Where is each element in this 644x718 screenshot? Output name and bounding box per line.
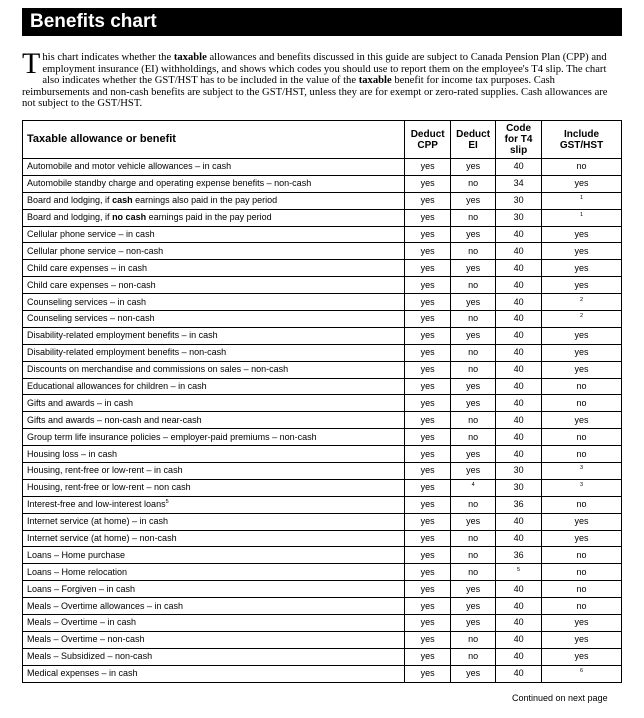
cell-gst [542, 665, 622, 682]
table-row [23, 496, 622, 513]
intro-text-2: allowances and benefits discussed in this guide are subject to Canada Pension Plan (CPP) and employment insurance (EI) withholdings, and shows which codes you should use to report them on the employee's T4 slip. The chart also indicates whether the GST/HST has to be included in the value of the [42, 52, 607, 87]
row-allowance-name [23, 648, 405, 665]
table-row [23, 513, 622, 530]
table-row [23, 361, 622, 378]
cell-gst: no [542, 581, 622, 598]
cell-cpp: yes [405, 277, 451, 294]
row-allowance-name [23, 513, 405, 530]
cell-cpp: yes [405, 192, 451, 209]
cell-code: 40 [496, 648, 542, 665]
table-row [23, 192, 622, 209]
table-row [23, 446, 622, 463]
name-text: Cellular phone service – in cash [27, 229, 155, 239]
cell-gst [542, 192, 622, 209]
table-row [23, 209, 622, 226]
cell-cpp: yes [405, 361, 451, 378]
name-text: Disability-related employment benefits – non-cash [27, 347, 227, 358]
table-row [23, 665, 622, 682]
cell-code: 40 [496, 260, 542, 277]
name-text: Gifts and awards – non-cash and near-cash [27, 414, 202, 425]
name-text: Counseling services – in cash [27, 296, 147, 307]
cell-gst: yes [542, 513, 622, 530]
table-row [23, 547, 622, 564]
row-allowance-name [23, 361, 405, 378]
cell-gst [542, 209, 622, 226]
cell-cpp: yes [405, 615, 451, 632]
cell-ei: yes [451, 327, 496, 344]
footnote-ref: 1 [579, 195, 584, 202]
cell-gst: yes [542, 361, 622, 378]
cell-cpp: yes [405, 463, 451, 480]
name-bold: no cash [112, 212, 147, 223]
row-allowance-name [23, 547, 405, 564]
name-text: Housing loss – in cash [27, 448, 118, 459]
name-text: Loans – Home purchase [27, 549, 126, 560]
cell-code: 30 [496, 479, 542, 496]
cell-cpp: yes [405, 665, 451, 682]
name-text: Internet service (at home) – non-cash [27, 533, 177, 544]
cell-code: 40 [496, 581, 542, 598]
cell-ei: no [451, 243, 496, 260]
cell-gst [542, 294, 622, 311]
name-text: Gifts and awards – in cash [27, 397, 134, 408]
name-text: Medical expenses – in cash [27, 668, 138, 679]
intro-bold-taxable-1: taxable [173, 52, 207, 63]
name-text: Internet service (at home) – in cash [27, 516, 169, 527]
cell-ei: yes [451, 226, 496, 243]
row-allowance-name [23, 260, 405, 277]
row-allowance-name [23, 631, 405, 648]
row-allowance-name [23, 277, 405, 294]
name-text: Child care expenses – in cash [27, 262, 148, 273]
table-row [23, 581, 622, 598]
table-row [23, 463, 622, 480]
name-text: Loans – Home relocation [27, 566, 128, 577]
row-allowance-name [23, 446, 405, 463]
cell-cpp: yes [405, 479, 451, 496]
footnote-ref: 2 [579, 313, 584, 320]
cell-gst: yes [542, 412, 622, 429]
cell-ei: no [451, 648, 496, 665]
name-text: Interest-free and low-interest loans [27, 499, 166, 510]
cell-gst [542, 311, 622, 328]
name-text: Meals – Subsidized – non-cash [27, 651, 153, 662]
cell-ei: yes [451, 395, 496, 412]
cell-code: 40 [496, 378, 542, 395]
cell-gst: no [542, 159, 622, 176]
table-row [23, 479, 622, 496]
cell-code: 40 [496, 243, 542, 260]
table-row [23, 615, 622, 632]
cell-gst: no [542, 446, 622, 463]
cell-code: 40 [496, 327, 542, 344]
cell-gst: no [542, 564, 622, 581]
table-row [23, 530, 622, 547]
table-row [23, 412, 622, 429]
cell-code: 40 [496, 294, 542, 311]
row-allowance-name [23, 192, 405, 209]
row-allowance-name [23, 327, 405, 344]
cell-cpp: yes [405, 209, 451, 226]
row-allowance-name [23, 429, 405, 446]
footnote-ref: 1 [579, 212, 584, 219]
header-include-gst: Include GST/HST [542, 121, 622, 159]
row-allowance-name [23, 615, 405, 632]
cell-cpp: yes [405, 260, 451, 277]
cell-gst: yes [542, 631, 622, 648]
cell-code: 30 [496, 192, 542, 209]
table-row [23, 648, 622, 665]
footnote-ref: 5 [165, 499, 169, 506]
name-text: earnings also paid in the pay period [132, 195, 278, 206]
cell-code: 40 [496, 615, 542, 632]
cell-code: 30 [496, 463, 542, 480]
row-allowance-name [23, 496, 405, 513]
name-text: earnings paid in the pay period [146, 212, 272, 223]
cell-cpp: yes [405, 598, 451, 615]
row-allowance-name [23, 209, 405, 226]
cell-cpp: yes [405, 530, 451, 547]
cell-code [496, 564, 542, 581]
cell-code: 40 [496, 412, 542, 429]
row-allowance-name [23, 294, 405, 311]
cell-ei: yes [451, 513, 496, 530]
cell-gst: yes [542, 344, 622, 361]
cell-cpp: yes [405, 496, 451, 513]
cell-code: 40 [496, 598, 542, 615]
table-row [23, 311, 622, 328]
name-text: Discounts on merchandise and commissions on sales – non-cash [27, 364, 289, 375]
table-row [23, 631, 622, 648]
row-allowance-name [23, 479, 405, 496]
intro-bold-taxable-2: taxable [358, 75, 392, 87]
name-text: Meals – Overtime – in cash [27, 617, 137, 628]
name-text: Loans – Forgiven – in cash [27, 583, 136, 594]
cell-cpp: yes [405, 648, 451, 665]
cell-gst: yes [542, 277, 622, 294]
name-text: Educational allowances for children – in cash [27, 381, 207, 392]
cell-gst: no [542, 547, 622, 564]
cell-ei: yes [451, 463, 496, 480]
name-text: Disability-related employment benefits – in cash [27, 330, 218, 341]
cell-gst: yes [542, 327, 622, 344]
cell-gst: yes [542, 226, 622, 243]
table-row [23, 260, 622, 277]
name-text: Housing, rent-free or low-rent – non cash [27, 482, 191, 493]
name-text: Housing, rent-free or low-rent – in cash [27, 465, 183, 476]
cell-gst: no [542, 429, 622, 446]
header-deduct-ei: Deduct EI [451, 121, 496, 159]
row-allowance-name [23, 581, 405, 598]
cell-cpp: yes [405, 581, 451, 598]
table-row [23, 294, 622, 311]
table-row [23, 277, 622, 294]
cell-cpp: yes [405, 311, 451, 328]
table-row [23, 598, 622, 615]
cell-ei: yes [451, 192, 496, 209]
cell-cpp: yes [405, 344, 451, 361]
cell-cpp: yes [405, 175, 451, 192]
cell-code: 40 [496, 446, 542, 463]
cell-ei: no [451, 277, 496, 294]
cell-cpp: yes [405, 547, 451, 564]
intro-text-1: his chart indicates whether the [42, 52, 174, 63]
cell-ei: no [451, 311, 496, 328]
cell-code: 40 [496, 395, 542, 412]
cell-gst: yes [542, 615, 622, 632]
cell-gst: no [542, 378, 622, 395]
cell-cpp: yes [405, 429, 451, 446]
title-bar [22, 8, 622, 36]
footnote-ref: 6 [579, 668, 584, 675]
row-allowance-name [23, 564, 405, 581]
cell-cpp: yes [405, 159, 451, 176]
row-allowance-name [23, 395, 405, 412]
row-allowance-name [23, 175, 405, 192]
cell-cpp: yes [405, 327, 451, 344]
cell-code: 40 [496, 344, 542, 361]
cell-cpp: yes [405, 564, 451, 581]
name-text: Cellular phone service – non-cash [27, 245, 164, 256]
cell-cpp: yes [405, 412, 451, 429]
header-code-t4: Code for T4 slip [496, 121, 542, 159]
name-text: Automobile and motor vehicle allowances – in cash [27, 161, 232, 172]
cell-gst: yes [542, 530, 622, 547]
cell-gst [542, 463, 622, 480]
intro-paragraph [22, 47, 622, 110]
row-allowance-name [23, 311, 405, 328]
row-allowance-name [23, 226, 405, 243]
table-row [23, 564, 622, 581]
name-text: Counseling services – non-cash [27, 313, 155, 324]
continued-note: Continued on next page [512, 693, 608, 703]
table-row [23, 429, 622, 446]
cell-ei: yes [451, 598, 496, 615]
table-row [23, 226, 622, 243]
cell-ei: no [451, 547, 496, 564]
intro-text-3: benefit for income tax purposes. Cash reimbursements and non-cash benefits are subject to the GST/HST, unless they are for exempt or zero-rated supplies. Cash allowances are not subject to the GST/HST. [22, 75, 608, 110]
name-text: Board and lodging, if [27, 212, 113, 223]
table-row [23, 395, 622, 412]
footnote-ref: 3 [579, 465, 584, 472]
footnote-ref: 5 [517, 566, 521, 573]
cell-gst: yes [542, 243, 622, 260]
row-allowance-name [23, 530, 405, 547]
table-row [23, 327, 622, 344]
cell-code: 40 [496, 226, 542, 243]
row-allowance-name [23, 665, 405, 682]
cell-ei: no [451, 429, 496, 446]
row-allowance-name [23, 243, 405, 260]
cell-cpp: yes [405, 513, 451, 530]
cell-code: 40 [496, 159, 542, 176]
cell-ei: no [451, 361, 496, 378]
table-row [23, 378, 622, 395]
cell-gst: no [542, 395, 622, 412]
table-row [23, 159, 622, 176]
cell-ei: yes [451, 378, 496, 395]
cell-ei: no [451, 209, 496, 226]
cell-ei: no [451, 344, 496, 361]
cell-ei: yes [451, 446, 496, 463]
table-row [23, 243, 622, 260]
cell-ei [451, 479, 496, 496]
cell-cpp: yes [405, 446, 451, 463]
cell-ei: yes [451, 581, 496, 598]
header-deduct-cpp: Deduct CPP [405, 121, 451, 159]
cell-code: 40 [496, 513, 542, 530]
name-text: Group term life insurance policies – employer-paid premiums – non-cash [27, 431, 317, 442]
cell-cpp: yes [405, 226, 451, 243]
cell-ei: no [451, 530, 496, 547]
footnote-ref: 2 [579, 296, 584, 303]
cell-ei: yes [451, 260, 496, 277]
cell-ei: no [451, 412, 496, 429]
cell-code: 40 [496, 277, 542, 294]
cell-gst: no [542, 496, 622, 513]
row-allowance-name [23, 598, 405, 615]
cell-gst: yes [542, 260, 622, 277]
footnote-ref: 4 [471, 482, 475, 489]
name-text: Child care expenses – non-cash [27, 279, 156, 290]
row-allowance-name [23, 378, 405, 395]
cell-code: 30 [496, 209, 542, 226]
cell-cpp: yes [405, 243, 451, 260]
name-text: Meals – Overtime – non-cash [27, 634, 145, 645]
cell-cpp: yes [405, 294, 451, 311]
cell-code: 40 [496, 530, 542, 547]
page-title: Benefits chart [30, 11, 157, 32]
row-allowance-name [23, 412, 405, 429]
table-body [23, 159, 622, 683]
table-header-row [23, 121, 622, 159]
table-row [23, 175, 622, 192]
cell-code: 40 [496, 429, 542, 446]
cell-gst: yes [542, 175, 622, 192]
cell-code: 36 [496, 496, 542, 513]
row-allowance-name [23, 463, 405, 480]
name-bold: cash [112, 195, 133, 206]
cell-code: 40 [496, 311, 542, 328]
name-text: Automobile standby charge and operating expense benefits – non-cash [27, 178, 312, 189]
table-row [23, 344, 622, 361]
cell-ei: no [451, 631, 496, 648]
cell-code: 40 [496, 631, 542, 648]
cell-ei: yes [451, 294, 496, 311]
cell-cpp: yes [405, 395, 451, 412]
cell-cpp: yes [405, 378, 451, 395]
cell-ei: yes [451, 615, 496, 632]
cell-code: 40 [496, 665, 542, 682]
row-allowance-name [23, 159, 405, 176]
cell-code: 36 [496, 547, 542, 564]
cell-ei: no [451, 175, 496, 192]
cell-code: 40 [496, 361, 542, 378]
header-allowance: Taxable allowance or benefit [23, 121, 405, 159]
cell-gst: no [542, 598, 622, 615]
cell-ei: no [451, 564, 496, 581]
cell-gst: yes [542, 648, 622, 665]
intro-dropcap: T [22, 47, 41, 80]
name-text: Board and lodging, if [27, 195, 113, 206]
cell-cpp: yes [405, 631, 451, 648]
footnote-ref: 3 [579, 482, 584, 489]
cell-ei: no [451, 496, 496, 513]
cell-code: 34 [496, 175, 542, 192]
name-text: Meals – Overtime allowances – in cash [27, 600, 184, 611]
row-allowance-name [23, 344, 405, 361]
cell-gst [542, 479, 622, 496]
cell-ei: yes [451, 665, 496, 682]
cell-ei: yes [451, 159, 496, 176]
benefits-table [22, 120, 622, 683]
